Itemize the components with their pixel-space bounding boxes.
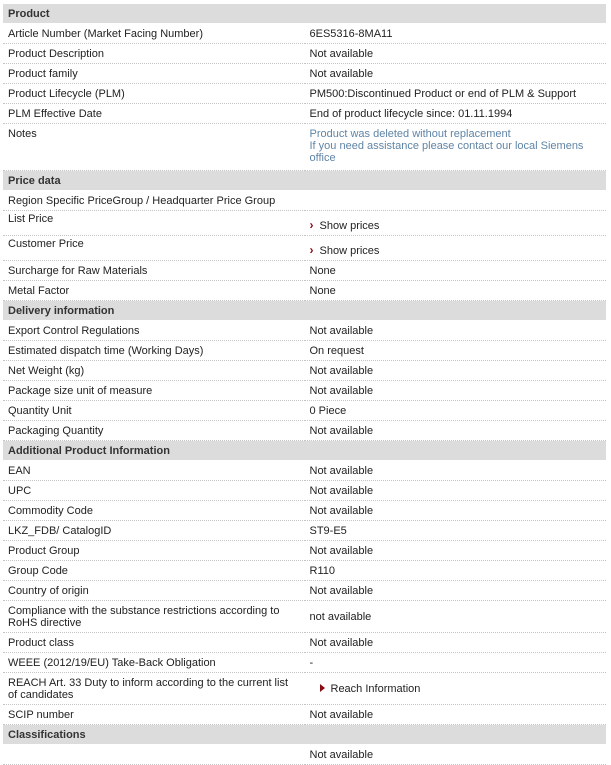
row-label: LKZ_FDB/ CatalogID (3, 521, 305, 541)
section-title: Additional Product Information (3, 441, 606, 461)
table-row (3, 104, 606, 124)
row-value: Not available (305, 64, 607, 84)
row-label: PLM Effective Date (3, 104, 305, 124)
row-value: Not available (305, 633, 607, 653)
row-label: Customer Price (3, 236, 305, 261)
chevron-right-icon: › (309, 218, 314, 232)
table-row (3, 601, 606, 633)
table-row (3, 561, 606, 581)
row-value: Not available (305, 421, 607, 441)
row-label: WEEE (2012/19/EU) Take-Back Obligation (3, 653, 305, 673)
row-value: Not available (305, 321, 607, 341)
row-label: Product family (3, 64, 305, 84)
triangle-right-icon (320, 684, 325, 692)
row-value: Not available (305, 541, 607, 561)
table-row (3, 64, 606, 84)
section-title: Product (3, 4, 606, 24)
table-row (3, 211, 606, 236)
section-title: Delivery information (3, 301, 606, 321)
row-value: Not available (305, 381, 607, 401)
row-label: Country of origin (3, 581, 305, 601)
row-value: R110 (305, 561, 607, 581)
row-label: List Price (3, 211, 305, 236)
table-row (3, 521, 606, 541)
table-row (3, 281, 606, 301)
row-value: ST9-E5 (305, 521, 607, 541)
table-row (3, 745, 606, 765)
table-row (3, 341, 606, 361)
row-value: PM500:Discontinued Product or end of PLM & Support (305, 84, 607, 104)
table-row (3, 401, 606, 421)
table-row (3, 361, 606, 381)
section-title: Price data (3, 171, 606, 191)
table-row (3, 321, 606, 341)
row-label: Product Description (3, 44, 305, 64)
row-label: UPC (3, 481, 305, 501)
table-row (3, 236, 606, 261)
row-value: None (305, 281, 607, 301)
row-value: Not available (305, 44, 607, 64)
row-label: Article Number (Market Facing Number) (3, 24, 305, 44)
section-header-classifications (3, 725, 606, 745)
row-value: Not available (305, 745, 607, 765)
notes-line: Product was deleted without replacement (309, 128, 511, 140)
row-value: Not available (305, 461, 607, 481)
table-row (3, 24, 606, 44)
table-row (3, 381, 606, 401)
table-row (3, 705, 606, 725)
table-row (3, 581, 606, 601)
table-row (3, 261, 606, 281)
row-value: End of product lifecycle since: 01.11.1994 (305, 104, 607, 124)
row-value: Not available (305, 501, 607, 521)
row-label: Region Specific PriceGroup / Headquarter Price Group (3, 191, 606, 211)
table-row (3, 501, 606, 521)
article-number-value: 6ES5316-8MA11 (305, 24, 607, 44)
chevron-right-icon: › (309, 243, 314, 257)
section-header-delivery (3, 301, 606, 321)
table-row (3, 653, 606, 673)
notes-line: If you need assistance please contact our local Siemens office (309, 140, 584, 164)
row-label: Group Code (3, 561, 305, 581)
table-row (3, 673, 606, 705)
row-label: EAN (3, 461, 305, 481)
row-label: SCIP number (3, 705, 305, 725)
row-value: Not available (305, 581, 607, 601)
section-title: Classifications (3, 725, 606, 745)
list-price-cell (305, 211, 607, 236)
show-prices-link[interactable]: Show prices (319, 220, 380, 232)
row-value: 0 Piece (305, 401, 607, 421)
row-label (3, 745, 305, 765)
row-label: Product class (3, 633, 305, 653)
row-value: Not available (305, 361, 607, 381)
reach-information-link[interactable]: Reach Information (330, 682, 421, 695)
row-value: Not available (305, 705, 607, 725)
table-row (3, 461, 606, 481)
table-row (3, 541, 606, 561)
row-label: Commodity Code (3, 501, 305, 521)
customer-price-cell (305, 236, 607, 261)
table-row (3, 124, 606, 171)
product-data-table (3, 4, 606, 765)
row-label: Product Lifecycle (PLM) (3, 84, 305, 104)
row-label: Surcharge for Raw Materials (3, 261, 305, 281)
row-label: Estimated dispatch time (Working Days) (3, 341, 305, 361)
row-value: - (305, 653, 607, 673)
reach-cell (305, 673, 607, 705)
row-label: Notes (3, 124, 305, 171)
table-row (3, 84, 606, 104)
row-label: Net Weight (kg) (3, 361, 305, 381)
row-label: Product Group (3, 541, 305, 561)
table-row (3, 191, 606, 211)
section-header-product (3, 4, 606, 24)
row-label: Compliance with the substance restrictions according to RoHS directive (3, 601, 305, 633)
row-label: Quantity Unit (3, 401, 305, 421)
row-value: On request (305, 341, 607, 361)
row-value: None (305, 261, 607, 281)
section-header-additional (3, 441, 606, 461)
table-row (3, 633, 606, 653)
notes-value (305, 124, 607, 171)
row-label: Packaging Quantity (3, 421, 305, 441)
row-label: Metal Factor (3, 281, 305, 301)
table-row (3, 481, 606, 501)
row-label: Export Control Regulations (3, 321, 305, 341)
table-row (3, 421, 606, 441)
section-header-price (3, 171, 606, 191)
row-value: not available (305, 601, 607, 633)
table-row (3, 44, 606, 64)
row-value: Not available (305, 481, 607, 501)
show-prices-link[interactable]: Show prices (319, 245, 380, 257)
row-label: Package size unit of measure (3, 381, 305, 401)
row-label: REACH Art. 33 Duty to inform according to the current list of candidates (3, 673, 305, 705)
